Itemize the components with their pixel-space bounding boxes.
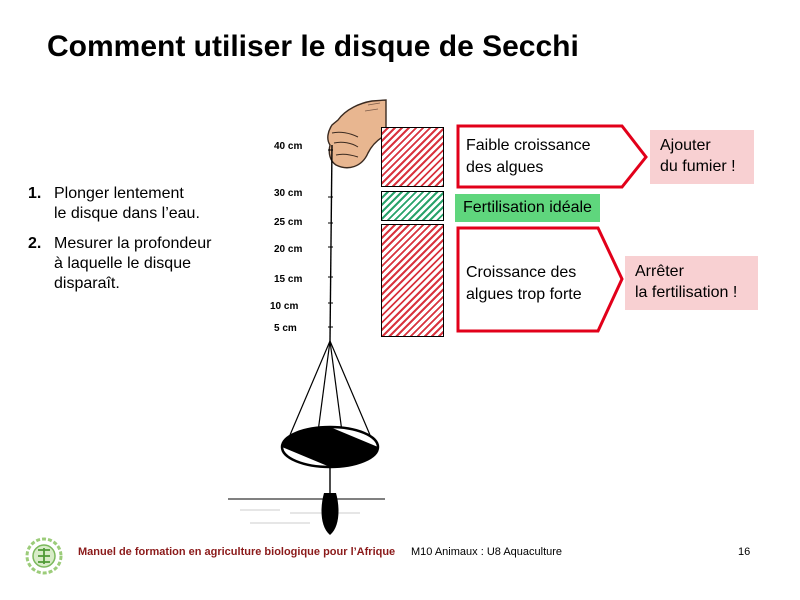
step-number: 1. [28, 185, 42, 202]
ideal-fertilization-label: Fertilisation idéale [455, 194, 600, 222]
sinker-weight [322, 493, 339, 535]
scale-label-40: 40 cm [274, 141, 303, 152]
action-stop-fertilization: Arrêter la fertilisation ! [625, 256, 758, 310]
secchi-disk-illustration [220, 95, 390, 545]
step-text: Plonger lentement le disque dans l’eau. [54, 185, 200, 222]
bar-low-growth [381, 127, 444, 187]
footer-module: M10 Animaux : U8 Aquaculture [411, 546, 563, 558]
callout-high-text: Croissance des algues trop forte [466, 264, 582, 303]
footer-manual-title: Manuel de formation en agriculture biologique pour l’Afrique [78, 546, 396, 558]
hand-illustration [328, 100, 386, 168]
logo-icon [24, 536, 64, 576]
page-number: 16 [738, 546, 751, 558]
step-number: 2. [28, 235, 42, 252]
scale-label-25: 25 cm [274, 217, 303, 228]
callout-low-text: Faible croissance des algues [466, 137, 591, 176]
scale-label-20: 20 cm [274, 244, 303, 255]
secchi-disk [282, 427, 378, 467]
step-text: Mesurer la profondeur à laquelle le disque disparaît. [54, 235, 212, 292]
scale-label-5: 5 cm [274, 323, 297, 334]
water-ripple [240, 510, 360, 523]
page-title: Comment utiliser le disque de Secchi [47, 30, 579, 63]
scale-label-15: 15 cm [274, 274, 303, 285]
scale-label-30: 30 cm [274, 188, 303, 199]
rope [330, 145, 332, 341]
scale-label-10: 10 cm [270, 301, 299, 312]
bar-ideal [381, 191, 444, 221]
bar-high-growth [381, 224, 444, 337]
action-add-manure: Ajouter du fumier ! [650, 130, 754, 184]
